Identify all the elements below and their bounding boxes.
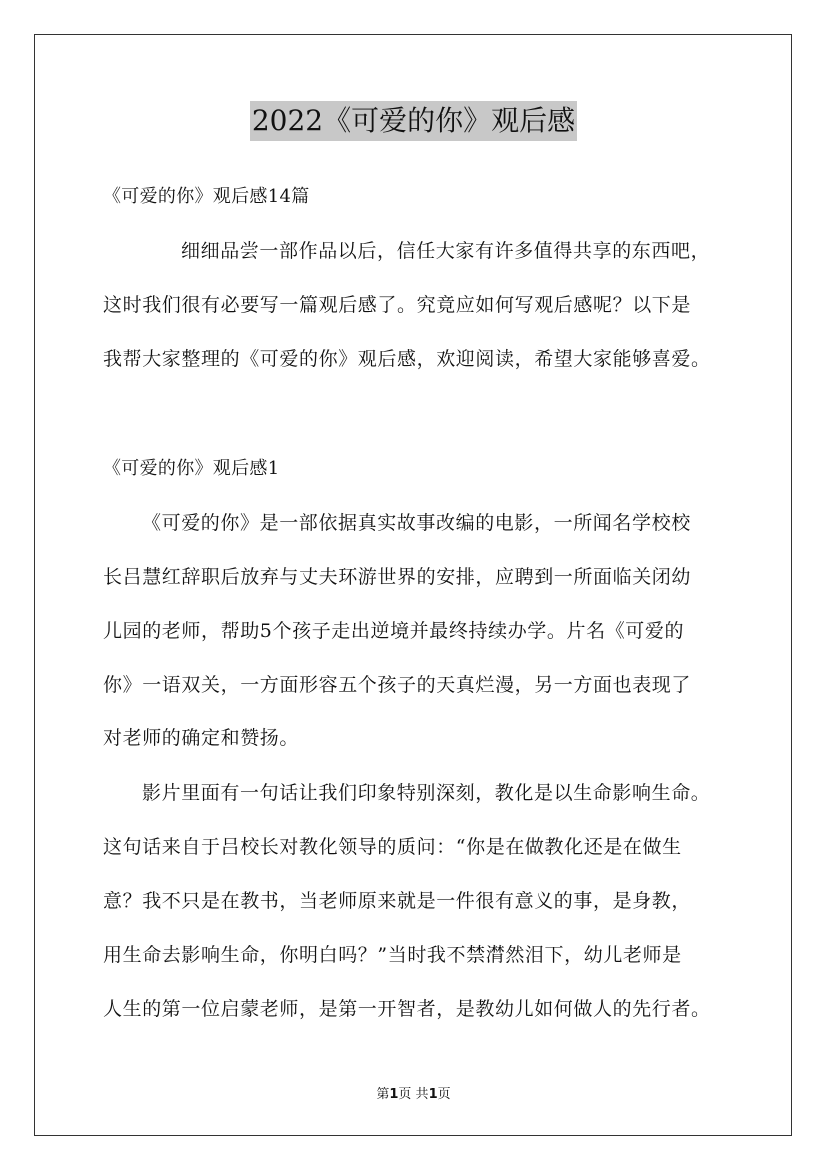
intro-line: 细细品尝一部作品以后，信任大家有许多值得共享的东西吧， <box>181 240 711 262</box>
title-container <box>0 101 827 141</box>
paragraph-line: 《可爱的你》是一部依据真实故事改编的电影，一所闻名学校校 <box>142 512 691 534</box>
paragraph-line: 这句话来自于吕校长对教化领导的质问：“你是在做教化还是在做生 <box>103 836 682 858</box>
paragraph-line: 人生的第一位启蒙老师，是第一开智者，是教幼儿如何做人的先行者。 <box>103 998 711 1020</box>
paragraph-line: 长吕慧红辞职后放弃与丈夫环游世界的安排，应聘到一所面临关闭幼 <box>103 566 692 588</box>
paragraph-line: 儿园的老师，帮助5个孩子走出逆境并最终持续办学。片名《可爱的 <box>103 620 685 642</box>
paragraph-line: 影片里面有一句话让我们印象特别深刻，教化是以生命影响生命。 <box>142 782 711 804</box>
paragraph-line: 用生命去影响生命，你明白吗？”当时我不禁潸然泪下，幼儿老师是 <box>103 944 682 966</box>
document-subtitle: 《可爱的你》观后感14篇 <box>103 186 310 207</box>
intro-line: 这时我们很有必要写一篇观后感了。究竟应如何写观后感呢？以下是 <box>103 294 692 316</box>
total-pages: 1 <box>428 1087 438 1102</box>
document-title: 2022《可爱的你》观后感 <box>250 101 577 141</box>
paragraph-line: 对老师的确定和赞扬。 <box>103 727 300 749</box>
paragraph-line: 意？我不只是在教书，当老师原来就是一件很有意义的事，是身教， <box>103 890 692 912</box>
footer-suffix: 页 <box>437 1087 451 1102</box>
paragraph-line: 你》一语双关，一方面形容五个孩子的天真烂漫，另一方面也表现了 <box>103 674 692 696</box>
footer-mid: 页 共 <box>398 1087 429 1102</box>
page-number: 1 <box>389 1087 399 1102</box>
footer-prefix: 第 <box>376 1087 390 1102</box>
page-footer <box>0 1083 827 1102</box>
intro-line: 我帮大家整理的《可爱的你》观后感，欢迎阅读，希望大家能够喜爱。 <box>103 348 711 370</box>
section-heading: 《可爱的你》观后感1 <box>103 458 280 479</box>
